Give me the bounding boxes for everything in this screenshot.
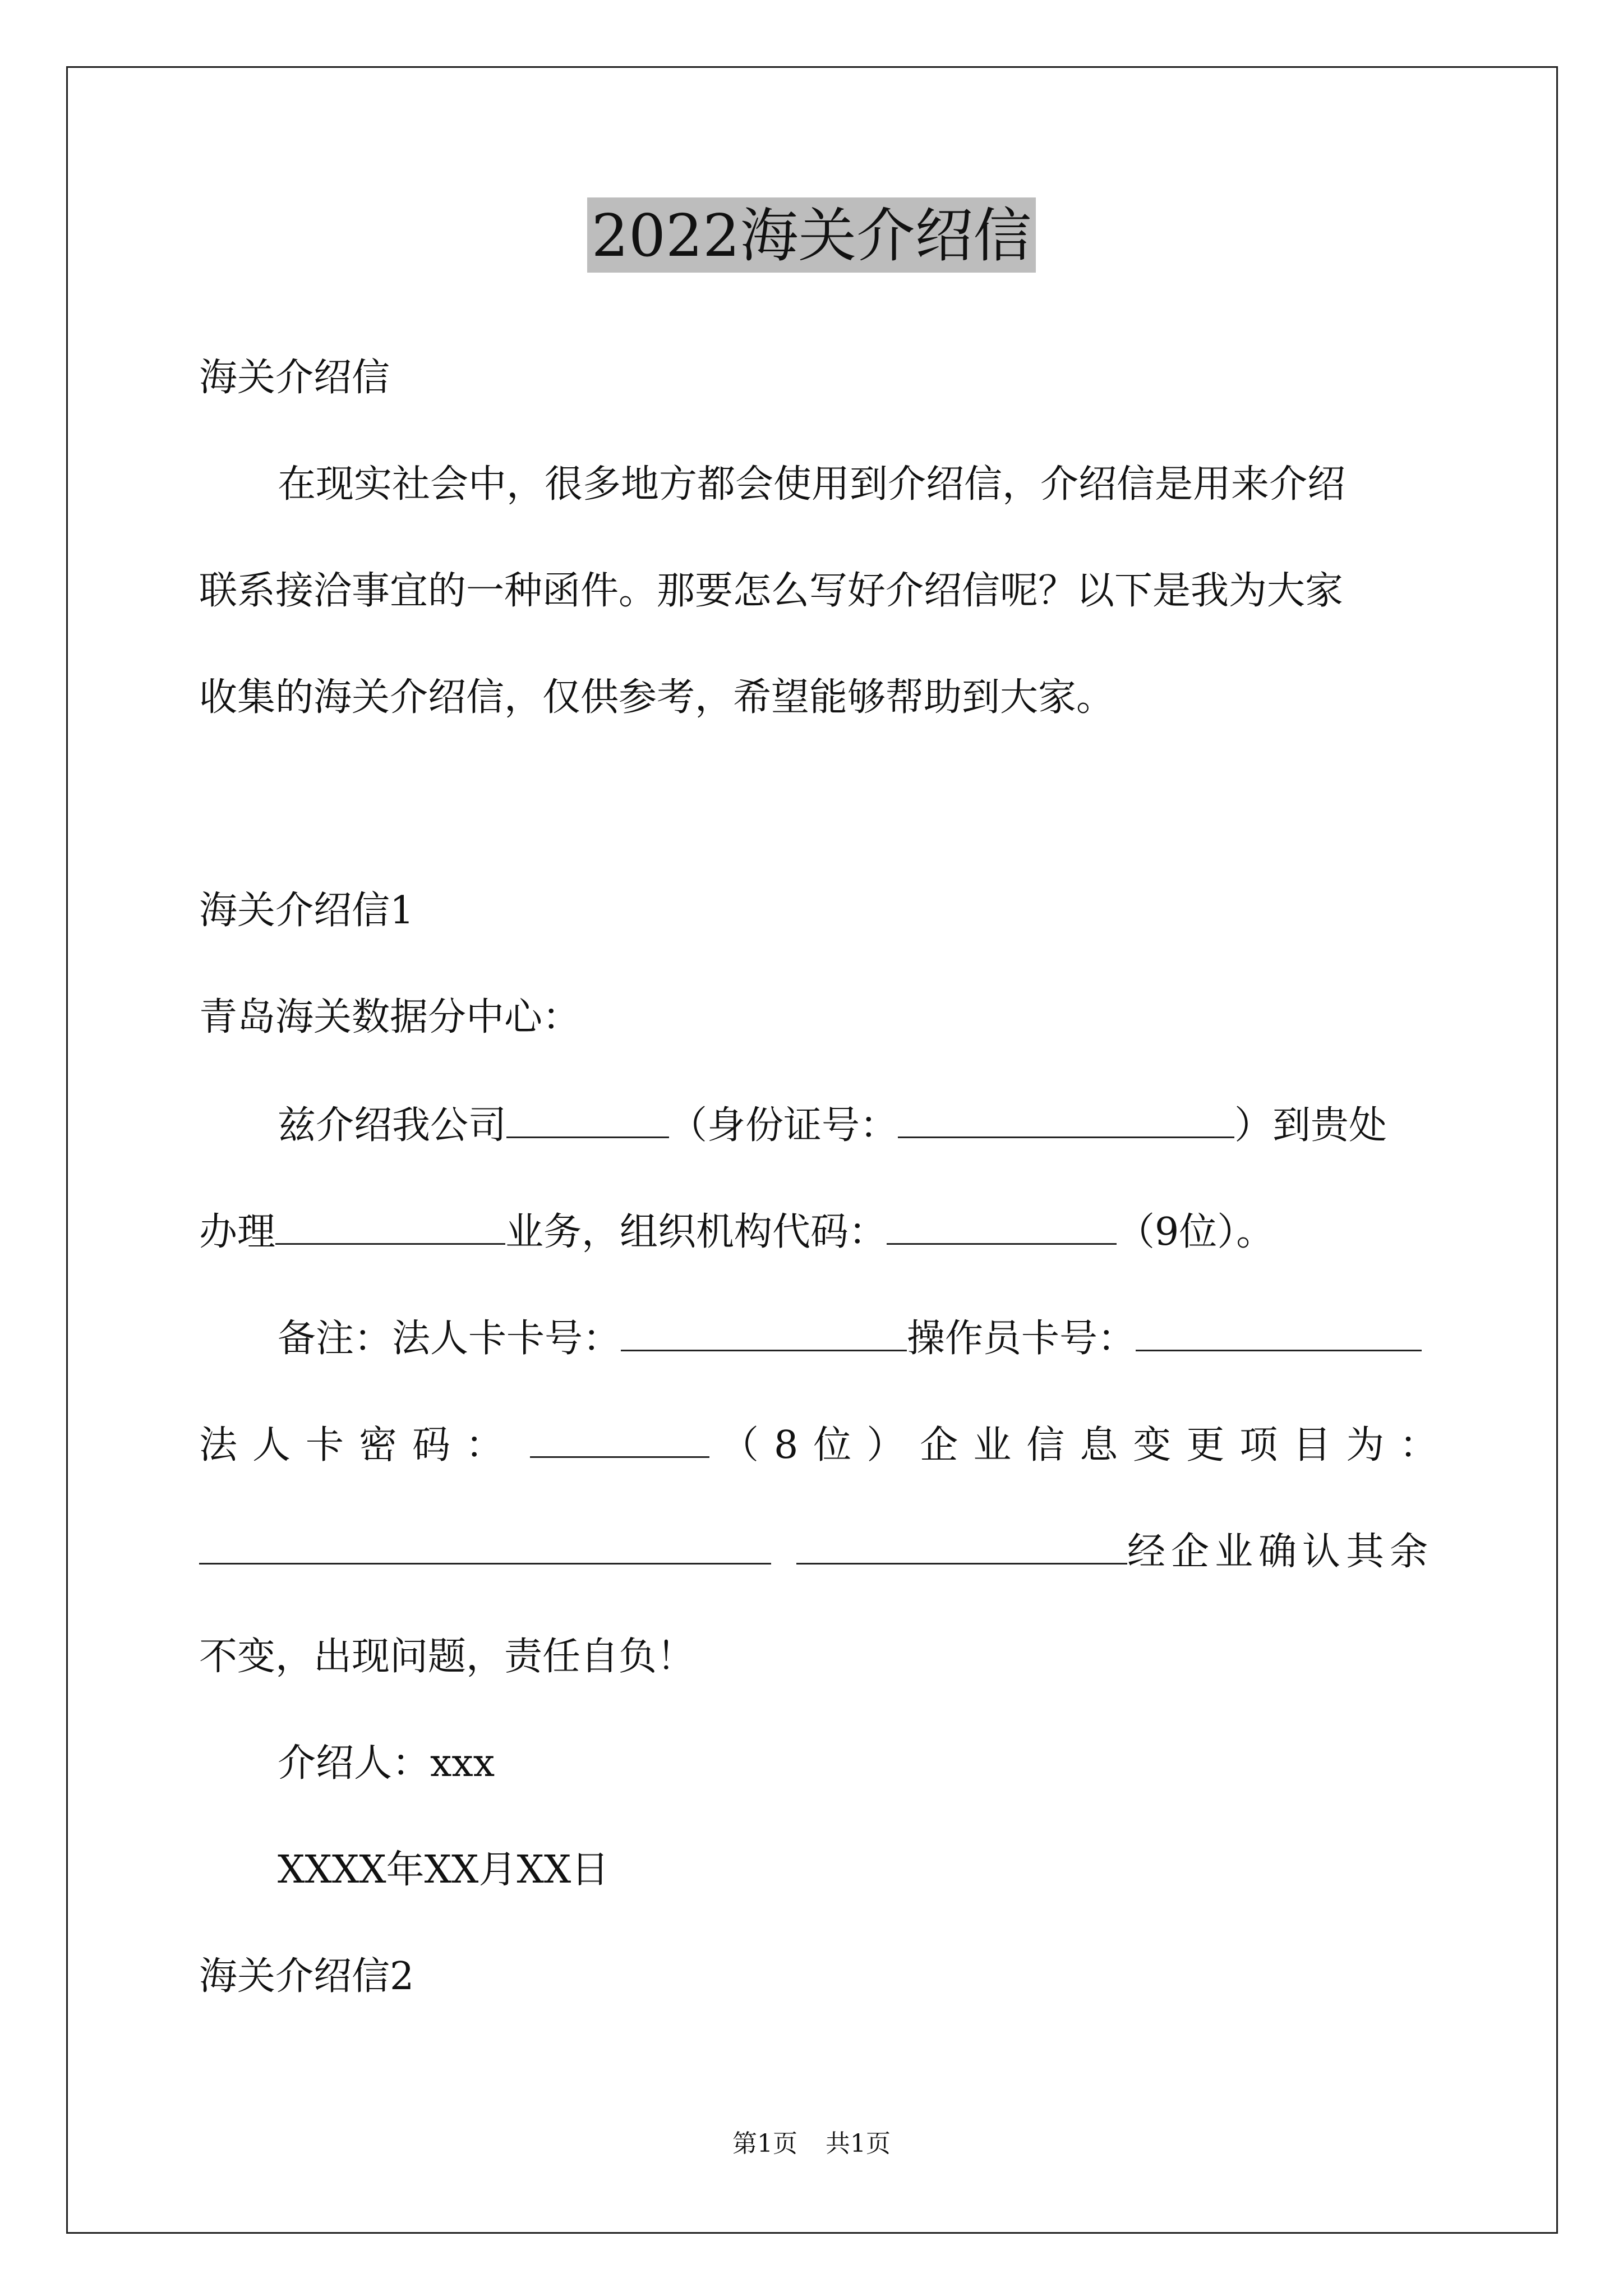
text-segment: 业务，组织机构代码： — [505, 1210, 887, 1254]
letter1-recipient: 青岛海关数据分中心： — [199, 995, 581, 1039]
company-name-blank — [506, 1105, 669, 1138]
letter1-introducer: 介绍人：xxx — [278, 1741, 495, 1786]
letter1-paragraph-line-1 — [278, 1103, 1430, 1148]
business-blank — [275, 1212, 505, 1245]
password-blank — [530, 1425, 709, 1458]
document-title — [0, 197, 1623, 273]
org-code-blank — [887, 1212, 1117, 1245]
text-segment: 经企业确认其余 — [1127, 1530, 1434, 1574]
change-items-blank-2 — [796, 1531, 1127, 1565]
text-segment: 备注：法人卡卡号： — [278, 1317, 621, 1361]
letter1-date: XXXX年XX月XX日 — [278, 1848, 610, 1892]
text-segment: （9位）。 — [1117, 1210, 1275, 1254]
text-segment: （身份证号： — [669, 1103, 898, 1148]
operator-card-number-blank — [1136, 1318, 1422, 1351]
letter1-password-line — [199, 1423, 1453, 1467]
intro-line-2: 联系接洽事宜的一种函件。那要怎么写好介绍信呢？以下是我为大家 — [199, 569, 1344, 613]
change-items-blank-1 — [199, 1531, 771, 1565]
title-text: 2022海关介绍信 — [587, 197, 1036, 273]
intro-line-1: 在现实社会中，很多地方都会使用到介绍信，介绍信是用来介绍 — [278, 462, 1346, 507]
text-segment: （8位）企业信息变更项目为： — [721, 1423, 1453, 1467]
text-segment: 操作员卡号： — [907, 1317, 1136, 1361]
letter1-closing-line: 不变，出现问题，责任自负！ — [199, 1635, 695, 1679]
subtitle: 海关介绍信 — [199, 356, 390, 400]
text-segment: ）到贵处 — [1234, 1103, 1387, 1148]
text-segment: 法人卡密码： — [199, 1423, 519, 1467]
page-number: 第1页 — [732, 2129, 797, 2158]
page-total: 共1页 — [826, 2129, 891, 2158]
letter1-note-line — [278, 1317, 1430, 1361]
legal-card-number-blank — [621, 1318, 907, 1351]
intro-line-3: 收集的海关介绍信，仅供参考，希望能够帮助到大家。 — [199, 675, 1115, 720]
text-segment: 办理 — [199, 1210, 276, 1254]
letter1-paragraph-line-2 — [199, 1210, 1430, 1254]
text-segment: 兹介绍我公司 — [278, 1103, 507, 1148]
letter1-change-items-line — [199, 1530, 1434, 1574]
letter1-heading: 海关介绍信1 — [199, 889, 414, 933]
id-number-blank — [898, 1105, 1234, 1138]
page-footer — [0, 2129, 1623, 2158]
letter2-heading: 海关介绍信2 — [199, 1954, 414, 1999]
